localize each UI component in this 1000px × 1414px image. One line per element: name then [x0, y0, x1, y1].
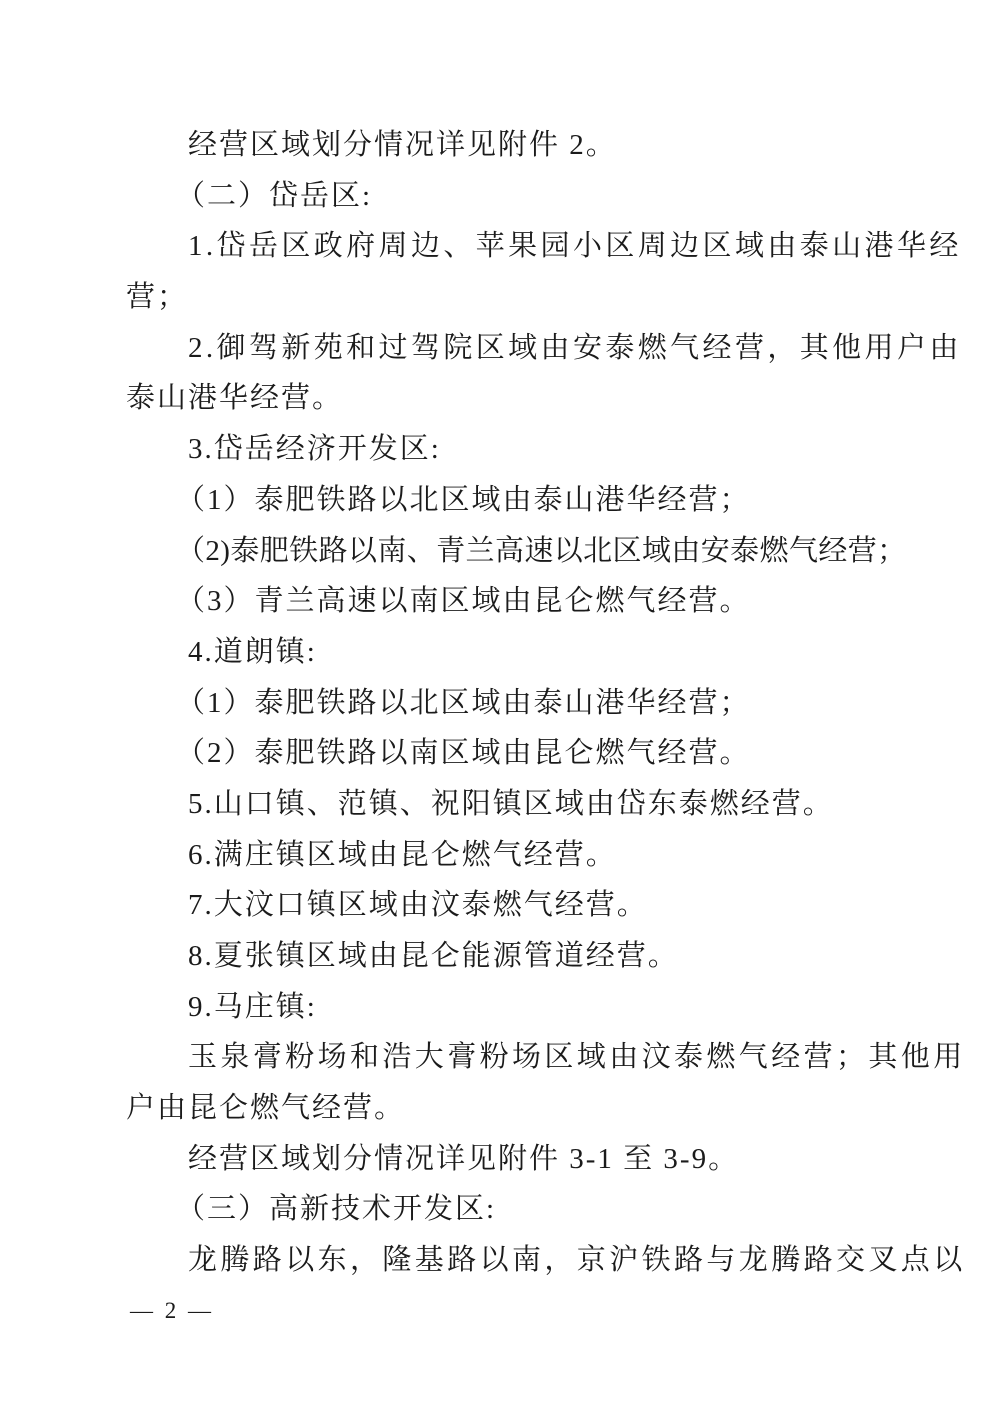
body-text — [126, 120, 966, 1286]
text-line: 4.道朗镇: — [188, 635, 317, 668]
text-line: 经营区域划分情况详见附件 3-1 至 3-9。 — [188, 1142, 740, 1175]
text-line: （1）泰肥铁路以北区域由泰山港华经营； — [176, 483, 751, 516]
text-line: 1.岱岳区政府周边、苹果园小区周边区域由泰山港华经 — [188, 230, 962, 263]
text-line: （3）青兰高速以南区域由昆仑燃气经营。 — [176, 585, 751, 618]
text-line: 5.山口镇、范镇、祝阳镇区域由岱东泰燃经营。 — [188, 787, 834, 820]
text-line: 经营区域划分情况详见附件 2。 — [188, 129, 617, 161]
text-line: （二）岱岳区: — [176, 179, 373, 212]
text-line: （2)泰肥铁路以南、青兰高速以北区域由安泰燃气经营； — [176, 534, 907, 567]
text-line: 龙腾路以东，隆基路以南，京沪铁路与龙腾路交叉点以 — [188, 1244, 966, 1277]
page-number: — 2 — — [130, 1298, 214, 1323]
text-line: （2）泰肥铁路以南区域由昆仑燃气经营。 — [176, 737, 751, 770]
text-line: 8.夏张镇区域由昆仑能源管道经营。 — [188, 940, 679, 972]
text-line: 9.马庄镇: — [188, 990, 317, 1023]
text-line: 泰山港华经营。 — [126, 382, 344, 415]
text-line: 3.岱岳经济开发区: — [188, 433, 441, 466]
text-line: 玉泉膏粉场和浩大膏粉场区域由汶泰燃气经营；其他用 — [188, 1041, 966, 1074]
text-line: 2.御驾新苑和过驾院区域由安泰燃气经营，其他用户由 — [188, 331, 962, 364]
text-line: 营； — [126, 281, 189, 314]
text-line: （1）泰肥铁路以北区域由泰山港华经营； — [176, 686, 751, 719]
text-line: 户由昆仑燃气经营。 — [126, 1092, 406, 1125]
text-line: 7.大汶口镇区域由汶泰燃气经营。 — [188, 889, 648, 922]
text-line: （三）高新技术开发区: — [176, 1193, 497, 1226]
text-line: 6.满庄镇区域由昆仑燃气经营。 — [188, 838, 617, 871]
